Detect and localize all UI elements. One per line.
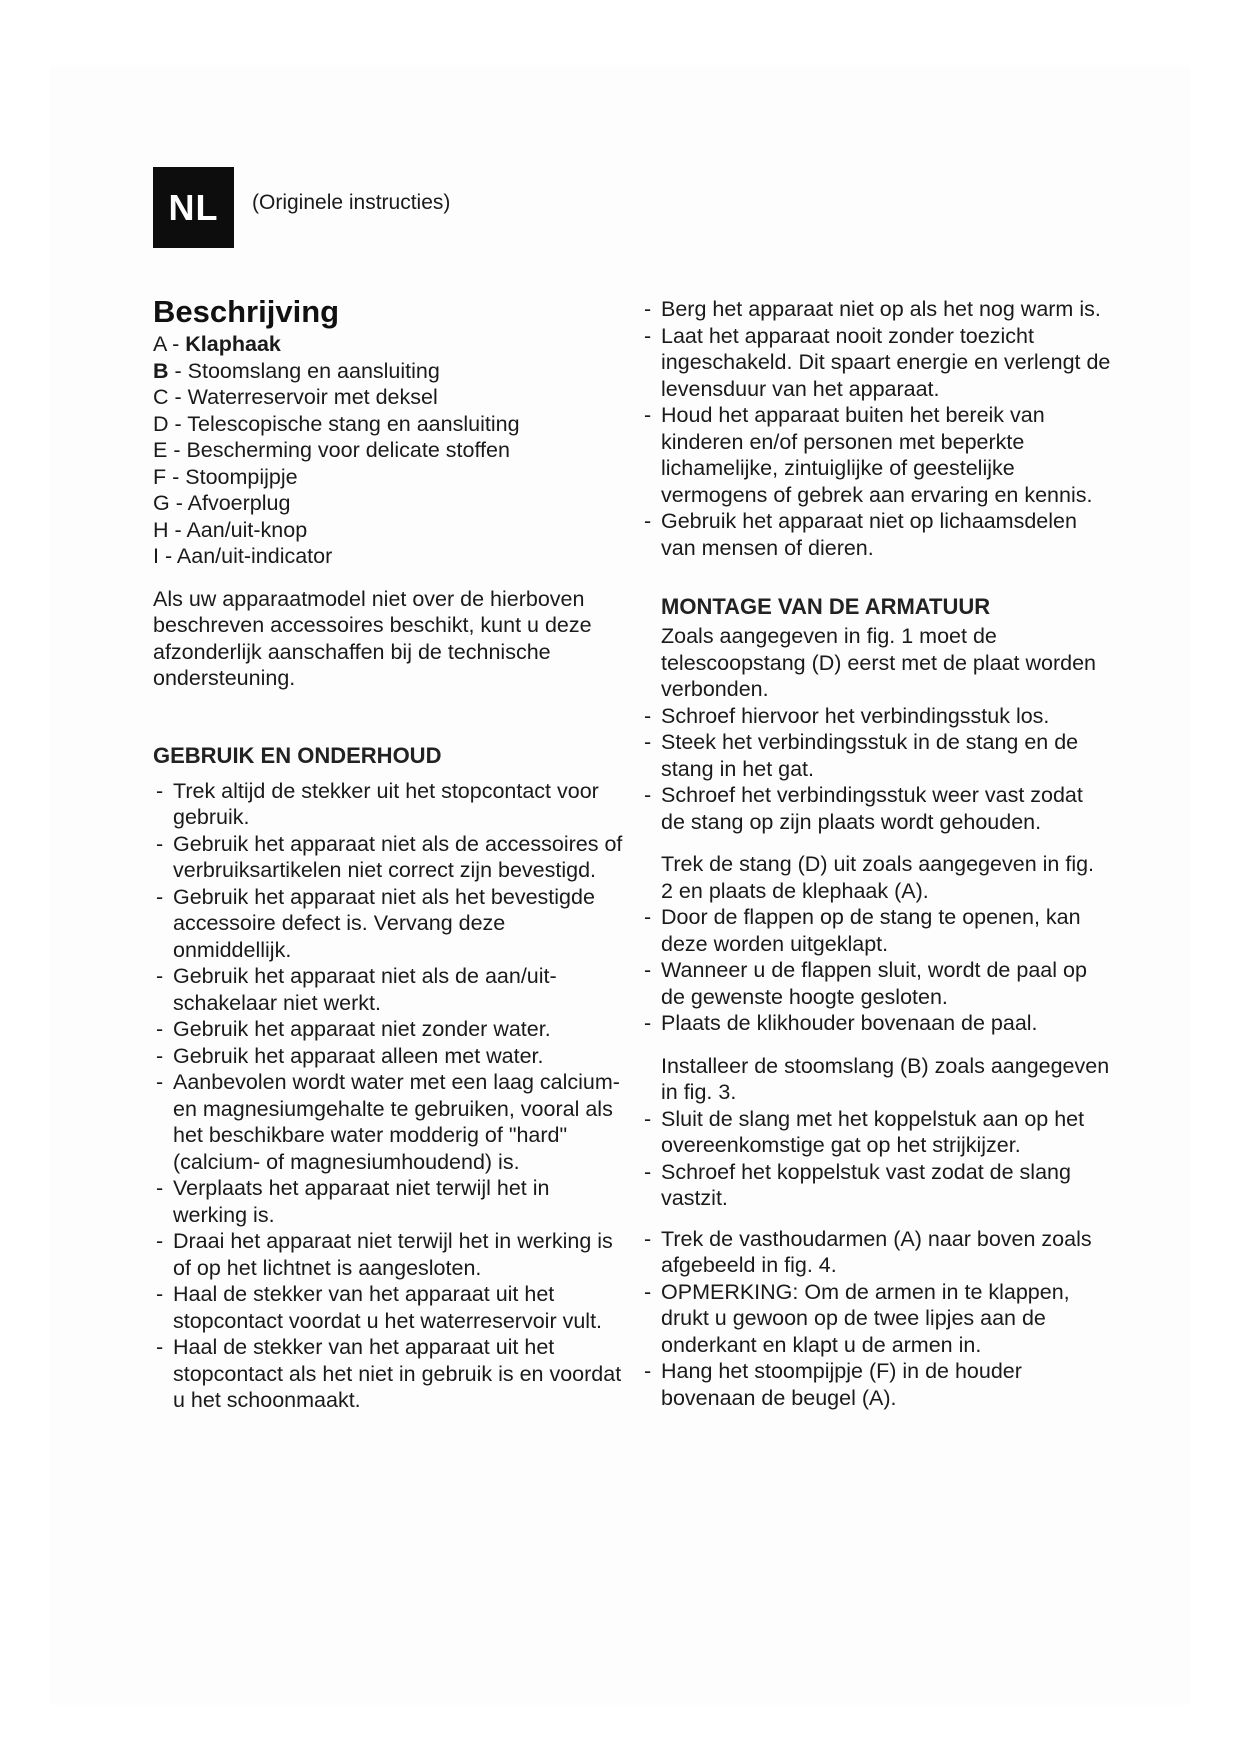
- legend-item: I - Aan/uit-indicator: [153, 544, 333, 568]
- mounting-intro-2: Trek de stang (D) uit zoals aangegeven in fig. 2 en plaats de klephaak (A).: [661, 852, 1095, 903]
- safety-list: [641, 296, 1111, 561]
- legend-item: C - Waterreservoir met deksel: [153, 385, 438, 409]
- list-item: - Berg het apparaat niet op als het nog warm is.: [641, 296, 1111, 323]
- legend-item: G - Afvoerplug: [153, 491, 291, 515]
- list-item: - Aanbevolen wordt water met een laag calcium- en magnesiumgehalte te gebruiken, vooral als het beschikbare water modderig of "hard" (calcium- of magnesiumhoudend) is.: [153, 1069, 623, 1175]
- legend-item: E - Bescherming voor delicate stoffen: [153, 438, 510, 462]
- list-item: - Laat het apparaat nooit zonder toezicht ingeschakeld. Dit spaart energie en verlengt de levensduur van het apparaat.: [641, 323, 1111, 403]
- list-item: - Plaats de klikhouder bovenaan de paal.: [641, 1010, 1111, 1037]
- list-item: - Haal de stekker van het apparaat uit het stopcontact voordat u het waterreservoir vult.: [153, 1281, 623, 1334]
- legend-item: D - Telescopische stang en aansluiting: [153, 411, 520, 436]
- original-instructions-note: (Originele instructies): [252, 191, 451, 214]
- mounting-title: MONTAGE VAN DE ARMATUUR: [661, 594, 991, 619]
- list-item: - Gebruik het apparaat niet op lichaamsdelen van mensen of dieren.: [641, 508, 1111, 561]
- mounting-intro: Zoals aangegeven in fig. 1 moet de telescoopstang (D) eerst met de plaat worden verbonden.: [661, 624, 1097, 701]
- legend-item: H - Aan/uit-knop: [153, 517, 308, 542]
- usage-title: GEBRUIK EN ONDERHOUD: [153, 742, 442, 768]
- list-item: - Door de flappen op de stang te openen, kan deze worden uitgeklapt.: [641, 904, 1111, 957]
- mounting-intro-3: Installeer de stoomslang (B) zoals aangegeven in fig. 3.: [661, 1053, 1110, 1104]
- mounting-steps-1: [641, 703, 1111, 836]
- list-item: - Gebruik het apparaat niet als de accessoires of verbruiksartikelen niet correct zijn bevestigd.: [153, 831, 623, 884]
- list-item: - Schroef het verbindingsstuk weer vast zodat de stang op zijn plaats wordt gehouden.: [641, 782, 1111, 835]
- list-item: - Hang het stoompijpje (F) in de houder bovenaan de beugel (A).: [641, 1358, 1111, 1411]
- list-item: - Gebruik het apparaat niet als de aan/uit-schakelaar niet werkt.: [153, 963, 623, 1016]
- description-title: Beschrijving: [153, 294, 340, 329]
- list-item: - Haal de stekker van het apparaat uit het stopcontact als het niet in gebruik is en voordat u het schoonmaakt.: [153, 1334, 623, 1414]
- list-item: - Sluit de slang met het koppelstuk aan op het overeenkomstige gat op het strijkijzer.: [641, 1106, 1111, 1159]
- list-item: - Gebruik het apparaat niet als het bevestigde accessoire defect is. Vervang deze onmiddellijk.: [153, 884, 623, 964]
- parts-legend: [153, 331, 623, 570]
- list-item: - Gebruik het apparaat niet zonder water.: [153, 1016, 623, 1043]
- legend-item: F - Stoompijpje: [153, 464, 298, 489]
- usage-list: [153, 778, 623, 1414]
- language-badge: NL: [153, 167, 234, 248]
- left-column: [153, 293, 623, 1414]
- list-item: - Gebruik het apparaat alleen met water.: [153, 1043, 623, 1070]
- list-item: - OPMERKING: Om de armen in te klappen, drukt u gewoon op de twee lipjes aan de onderkant en klapt u de armen in.: [641, 1279, 1111, 1359]
- legend-item: B - Stoomslang en aansluiting: [153, 358, 440, 383]
- list-item: - Trek altijd de stekker uit het stopcontact voor gebruik.: [153, 778, 623, 831]
- mounting-steps-2: [641, 904, 1111, 1037]
- list-item: - Wanneer u de flappen sluit, wordt de paal op de gewenste hoogte gesloten.: [641, 957, 1111, 1010]
- mounting-steps-4: [641, 1226, 1111, 1412]
- list-item: - Trek de vasthoudarmen (A) naar boven zoals afgebeeld in fig. 4.: [641, 1226, 1111, 1279]
- list-item: - Steek het verbindingsstuk in de stang en de stang in het gat.: [641, 729, 1111, 782]
- list-item: - Schroef het koppelstuk vast zodat de slang vastzit.: [641, 1159, 1111, 1212]
- mounting-steps-3: [641, 1106, 1111, 1212]
- legend-item: A - Klaphaak: [153, 332, 281, 356]
- list-item: - Verplaats het apparaat niet terwijl het in werking is.: [153, 1175, 623, 1228]
- list-item: - Schroef hiervoor het verbindingsstuk los.: [641, 703, 1111, 730]
- right-column: [641, 296, 1111, 1411]
- accessories-note: Als uw apparaatmodel niet over de hierboven beschreven accessoires beschikt, kunt u deze afzonderlijk aanschaffen bij de technische ondersteuning.: [153, 586, 592, 690]
- list-item: - Draai het apparaat niet terwijl het in werking is of op het lichtnet is aangesloten.: [153, 1228, 623, 1281]
- list-item: - Houd het apparaat buiten het bereik van kinderen en/of personen met beperkte lichamelijke, zintuiglijke of geestelijke vermogens of gebrek aan ervaring en kennis.: [641, 402, 1111, 508]
